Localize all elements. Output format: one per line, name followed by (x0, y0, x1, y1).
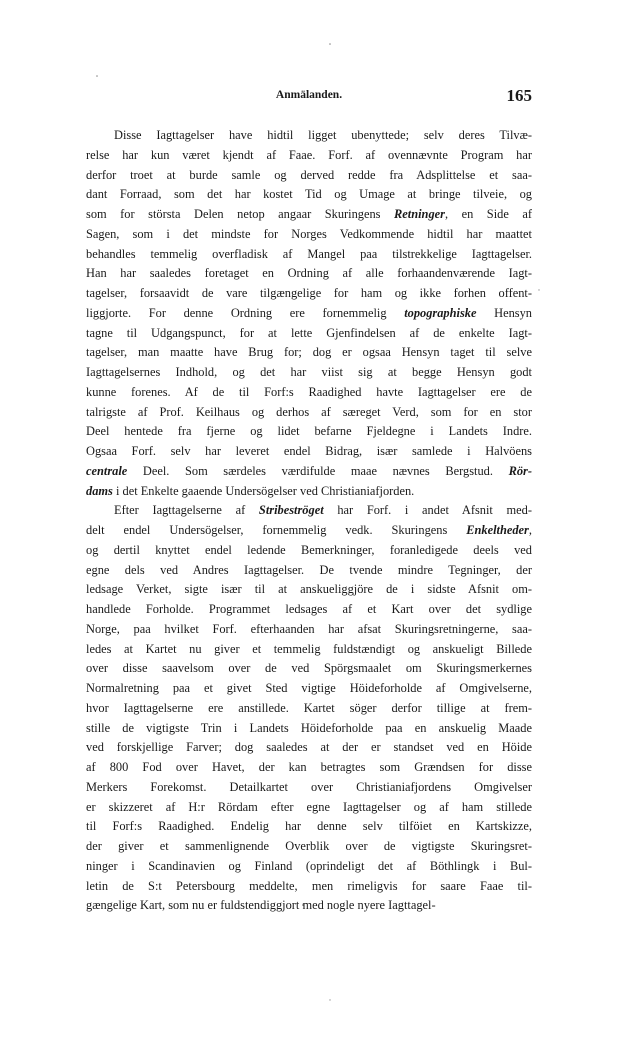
text-line (86, 758, 532, 778)
text-run: ved forskjellige Farver; dog saaledes at der er standset ved en Höide (86, 740, 532, 755)
text-line (86, 679, 532, 699)
text-run: har Forf. i andet Afsnit med- (323, 503, 532, 518)
text-line (86, 580, 532, 600)
text-line (86, 541, 532, 561)
paper-speck (538, 289, 539, 290)
italic-term: Enkeltheder (466, 523, 529, 537)
text-run: Efter Iagttagelserne af (114, 503, 259, 518)
italic-term: Stribeströget (258, 503, 324, 518)
text-line (86, 640, 532, 660)
text-run: som for största Delen netop angaar Skuringens (86, 207, 395, 221)
text-run: Deel. Som særdeles værdifulde maae nævnes Bergstud. (127, 463, 509, 478)
text-run: , (528, 523, 532, 537)
text-run: letin de S:t Petersbourg meddelte, men rimeligvis for saare Faae til- (86, 878, 532, 893)
text-run: gængelige Kart, som nu er fuldstendiggjort med nogle nyere Iagttagel- (86, 898, 436, 913)
text-line (86, 324, 532, 344)
text-line (86, 896, 532, 916)
italic-term: dams (86, 483, 113, 498)
text-line (86, 462, 532, 482)
text-line (86, 304, 532, 324)
page-number: 165 (506, 86, 532, 105)
text-run: ledsage Verket, sigte især til at anskueliggjöre de i sidste Afsnit om- (86, 582, 532, 597)
text-line (86, 482, 532, 502)
running-head: Anmälanden. (275, 89, 343, 101)
text-line (86, 442, 532, 462)
italic-term: topographiske (404, 305, 477, 320)
text-line (86, 857, 532, 877)
text-line (86, 738, 532, 758)
text-run: til Forf:s Raadighed. Endelig har denne selv tilföiet en Kartskizze, (86, 819, 532, 834)
text-line (86, 126, 532, 146)
text-line (86, 205, 532, 225)
text-run: talrigste af Prof. Keilhaus og derhos af særeget Verd, som for en stor (86, 404, 532, 419)
text-run: ninger i Scandinavien og Finland (oprindeligt det af Böthlingk i Bul- (86, 858, 532, 873)
italic-term: Rör- (508, 463, 532, 478)
paper-speck (329, 43, 331, 45)
text-run: Disse Iagttagelser have hidtil ligget ubenyttede; selv deres Tilvæ- (114, 128, 532, 142)
text-line (86, 166, 532, 186)
text-line (86, 363, 532, 383)
text-run: af 800 Fod over Havet, der kan betragtes som Grændsen for disse (86, 760, 532, 774)
text-line (86, 719, 532, 739)
page-header (86, 86, 532, 109)
text-line (86, 501, 532, 521)
italic-term: Retninger (394, 207, 445, 221)
text-run: i det Enkelte gaaende Undersögelser ved Christianiafjorden. (112, 483, 415, 498)
text-line (86, 225, 532, 245)
text-run: behandles temmelig overfladisk af Mangel paa tilstrekkelige Iagttagelser. (86, 246, 532, 261)
text-run: over disse saavelsom over de ved Spörgsmaalet om Skuringsmerkernes (86, 661, 532, 676)
text-line (86, 383, 532, 403)
paper-speck (329, 999, 330, 1000)
text-run: handlede Forholde. Programmet ledsages af et Kart over det sydlige (86, 602, 532, 616)
text-line (86, 620, 532, 640)
text-run: kunne forenes. Af de til Forf:s Raadighed havte Iagttagelser ere de (86, 384, 532, 399)
text-line (86, 146, 532, 166)
text-run: Han har saaledes foretaget en Ordning af alle forhaandenværende Iagt- (86, 266, 532, 281)
text-run: derfor troet at burde samle og derved redde fra Adsplittelse et saa- (86, 167, 532, 182)
text-line (86, 778, 532, 798)
text-line (86, 798, 532, 818)
italic-term: centrale (86, 463, 128, 478)
text-line (86, 422, 532, 442)
text-run: Sagen, som i det mindste for Norges Vedkommende hidtil har maattet (86, 226, 532, 241)
text-run: tagne til Udgangspunct, for at lette Gjenfindelsen af de enkelte Iagt- (86, 325, 532, 340)
text-run: er skizzeret af H:r Rördam efter egne Iagttagelser og af ham stillede (86, 799, 532, 814)
text-run: tagelser, man maatte have Brug for; dog er ogsaa Hensyn taget til selve (86, 345, 532, 360)
text-run: Norge, paa hvilket Forf. efterhaanden har afsat Skuringsretningerne, saa- (86, 621, 532, 636)
paper-speck (96, 75, 98, 77)
text-run: liggjorte. For denne Ordning ere fornemmelig (86, 305, 405, 320)
text-line (86, 659, 532, 679)
text-line (86, 600, 532, 620)
paragraph (86, 126, 532, 501)
text-run: Normalretning paa et givet Sted vigtige Höideforholde af Omgivelserne, (86, 681, 532, 695)
text-run: egne dels ved Andres Iagttagelser. De tvende mindre Tegninger, der (86, 562, 532, 577)
text-run: dant Forraad, som det har kostet Tid og Umage at bringe tilveie, og (86, 187, 532, 202)
text-line (86, 343, 532, 363)
text-line (86, 245, 532, 265)
text-run: ledes at Kartet nu giver et temmelig fuldstændigt og anskueligt Billede (86, 641, 532, 656)
text-line (86, 877, 532, 897)
text-run: Iagttagelsernes Indhold, og det har viist sig at begge Hensyn godt (86, 365, 532, 379)
text-run: relse har kun været kjendt af Faae. Forf. af ovennævnte Program har (86, 147, 532, 162)
text-line (86, 264, 532, 284)
text-line (86, 403, 532, 423)
text-line (86, 185, 532, 205)
text-run: Ogsaa Forf. selv har leveret endel Bidrag, især samlede i Halvöens (86, 444, 532, 458)
text-line (86, 699, 532, 719)
text-line (86, 284, 532, 304)
text-run: Merkers Forekomst. Detailkartet over Christianiafjordens Omgivelser (86, 779, 532, 794)
text-run: tagelser, forsaavidt de vare tilgængelige for ham og ikke forhen offent- (86, 286, 532, 300)
text-run: Hensyn (476, 305, 532, 320)
text-run: hvor Iagttagelserne ere anstillede. Kartet söger derfor tillige at frem- (86, 700, 532, 715)
body-text (86, 126, 532, 916)
text-line (86, 521, 532, 541)
paragraph (86, 501, 532, 916)
text-line (86, 817, 532, 837)
text-line (86, 837, 532, 857)
text-run: delt endel Undersögelser, fornemmelig vedk. Skuringens (86, 523, 467, 537)
text-run: stille de vigtigste Trin i Landets Höideforholde paa en anskuelig Maade (86, 720, 532, 735)
text-run: Deel hentede fra fjerne og lidet befarne Fjeldegne i Landets Indre. (86, 424, 532, 439)
text-line (86, 561, 532, 581)
text-run: og dertil knyttet endel ledende Bemerkninger, foranledigede deels ved (86, 542, 532, 557)
text-run: der giver et sammenlignende Overblik over de vigtigste Skuringsret- (86, 839, 532, 853)
text-run: , en Side af (444, 207, 532, 221)
